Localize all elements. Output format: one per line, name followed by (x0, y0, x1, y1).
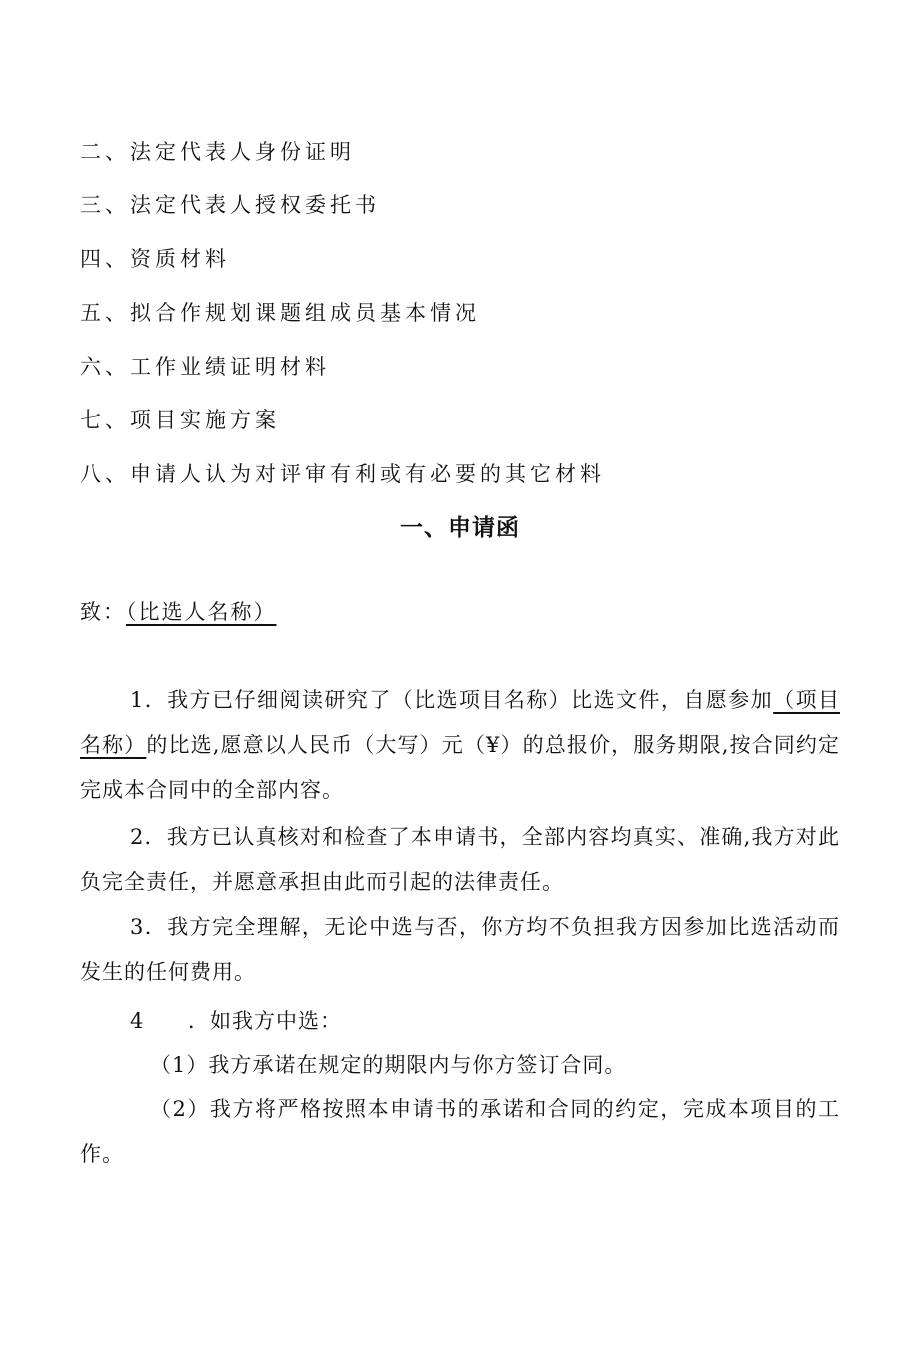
paragraph-4-text: ．如我方中选： (188, 1009, 342, 1033)
toc-item-8: 八、申请人认为对评审有利或有必要的其它材料 (80, 462, 605, 486)
sub-item-2: （2）我方将严格按照本申请书的承诺和合同的约定，完成本项目的工作。 (80, 1097, 840, 1166)
toc-item-4: 四、资质材料 (80, 247, 230, 271)
toc-item-6: 六、工作业绩证明材料 (80, 355, 330, 379)
toc-item-5: 五、拟合作规划课题组成员基本情况 (80, 301, 480, 325)
paragraph-1-end: 的比选,愿意以人民币（大写）元（¥）的总报价，服务期限,按合同约定完成本合同中的全部内容。 (80, 733, 840, 802)
toc-item-3: 三、法定代表人授权委托书 (80, 193, 380, 217)
toc-item-7: 七、项目实施方案 (80, 408, 280, 432)
addressee-line (80, 597, 277, 627)
section-title: 一、申请函 (400, 515, 520, 541)
paragraph-1 (80, 678, 840, 813)
paragraph-2: 2．我方已认真核对和检查了本申请书，全部内容均真实、准确,我方对此负完全责任，并愿意承担由此而引起的法律责任。 (80, 825, 840, 894)
project-name-underlined: （项目名称） (80, 688, 841, 757)
addressee-label: 致： (80, 600, 126, 624)
addressee-name: （比选人名称） (126, 600, 277, 624)
paragraph-3: 3．我方完全理解，无论中选与否，你方均不负担我方因参加比选活动而发生的任何费用。 (80, 915, 840, 984)
paragraph-4-number: 4 (130, 1009, 145, 1033)
paragraph-1-start: 1．我方已仔细阅读研究了（比选项目名称）比选文件，自愿参加 (130, 688, 774, 712)
toc-item-2: 二、法定代表人身份证明 (80, 140, 355, 164)
sub-item-1: （1）我方承诺在规定的期限内与你方签订合同。 (150, 1053, 627, 1077)
